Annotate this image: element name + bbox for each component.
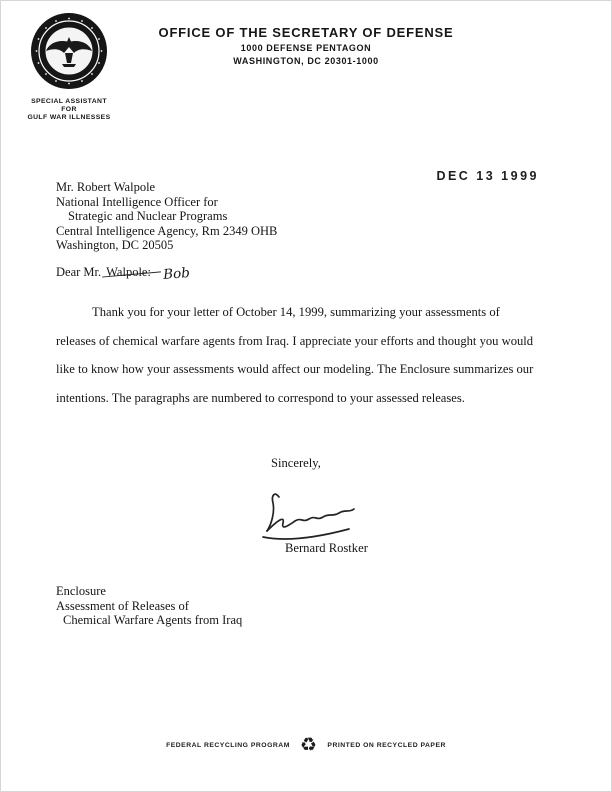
letterhead-address2: WASHINGTON, DC 20301-1000 xyxy=(233,56,379,66)
handwritten-name: Bob xyxy=(162,265,191,283)
recipient-line: Central Intelligence Agency, Rm 2349 OHB xyxy=(56,223,278,238)
enclosure-block xyxy=(56,584,242,628)
recipient-line: National Intelligence Officer for xyxy=(56,194,218,209)
enclosure-line: Assessment of Releases of xyxy=(56,598,189,613)
enclosure-line: Enclosure xyxy=(56,584,106,598)
salutation-prefix: Dear Mr. xyxy=(56,265,102,279)
seal-caption-line2: FOR xyxy=(61,106,77,113)
body-paragraph: Thank you for your letter of October 14, 1999, summarizing your assessments of releases of chemical warfare agents from Iraq. I appreciate your efforts and thought you would like to know how your assessments would affect our modeling. The Enclosure summarizes our intentions. The paragraphs are numbered to correspond to your assessed releases. xyxy=(56,305,534,405)
recipient-line: Washington, DC 20505 xyxy=(56,238,174,252)
footer-right-label: PRINTED ON RECYCLED PAPER xyxy=(327,742,446,749)
footer xyxy=(1,736,611,755)
seal-caption-line1: SPECIAL ASSISTANT xyxy=(31,98,107,105)
date-stamp: DEC 13 1999 xyxy=(436,169,539,183)
letterhead-address1: 1000 DEFENSE PENTAGON xyxy=(240,43,372,53)
seal-caption-line3: GULF WAR ILLNESSES xyxy=(27,114,111,121)
recipient-address xyxy=(56,180,277,253)
letterhead xyxy=(1,25,611,66)
signature-icon xyxy=(257,485,367,545)
seal-caption xyxy=(11,98,127,122)
signature-name: Bernard Rostker xyxy=(285,541,368,555)
recipient-line: Strategic and Nuclear Programs xyxy=(68,209,228,223)
salutation xyxy=(56,264,191,283)
struck-name: Walpole: xyxy=(106,265,151,279)
footer-left-label: FEDERAL RECYCLING PROGRAM xyxy=(166,742,290,749)
recycle-icon: ♻ xyxy=(299,735,318,756)
closing-word: Sincerely, xyxy=(271,456,321,470)
recipient-line: Mr. Robert Walpole xyxy=(56,180,156,194)
enclosure-line: Chemical Warfare Agents from Iraq xyxy=(63,613,243,627)
letterhead-office: OFFICE OF THE SECRETARY OF DEFENSE xyxy=(158,25,454,40)
